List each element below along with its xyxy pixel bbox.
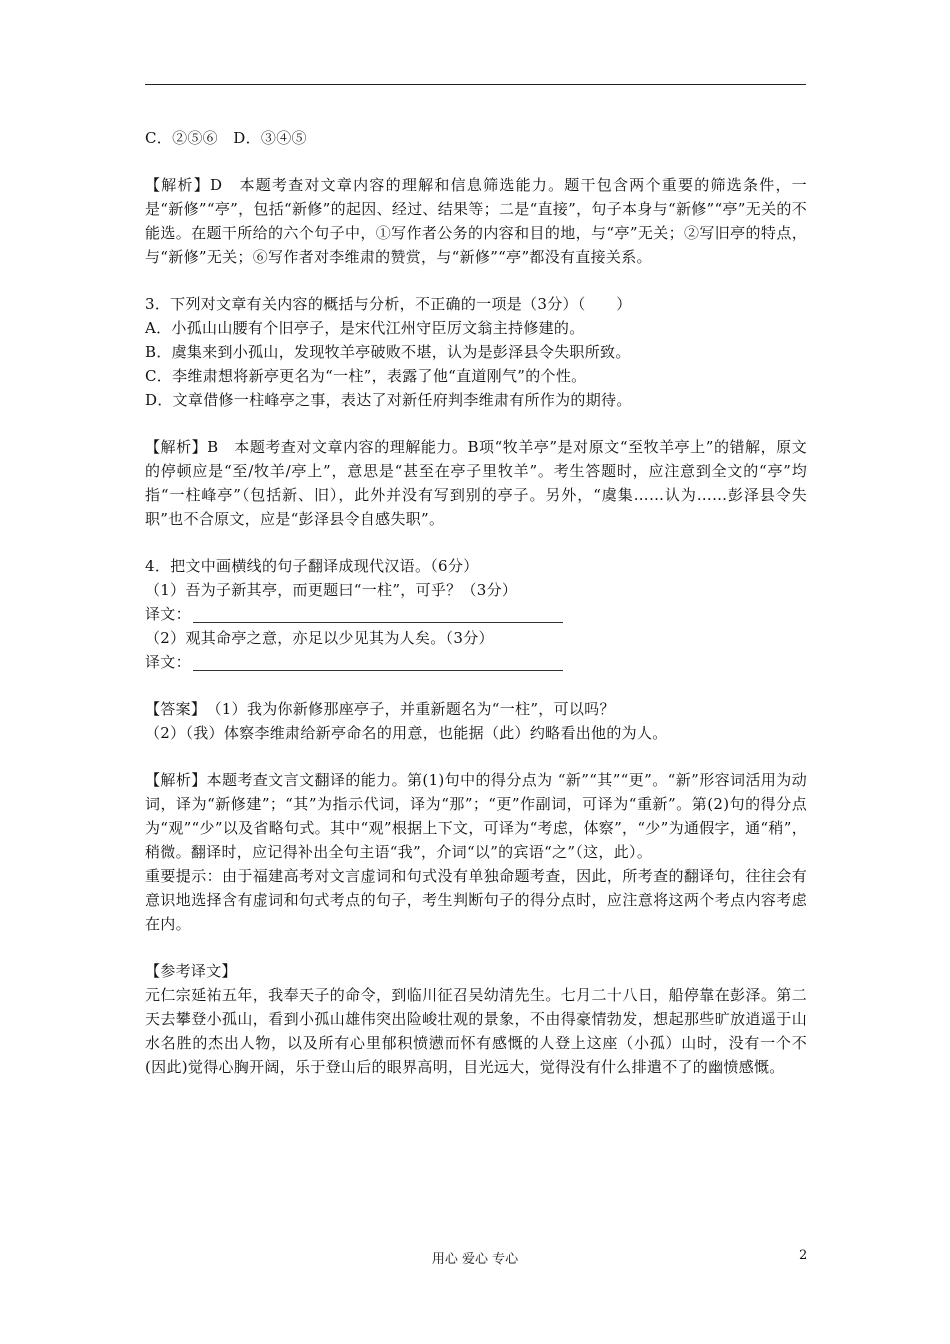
answer-blank-2[interactable] — [193, 654, 563, 671]
q3-stem: 3．下列对文章有关内容的概括与分析，不正确的一项是（3分）（ ） — [145, 295, 632, 313]
footer-slogan: 用心 爱心 专心 — [431, 1252, 519, 1267]
answer-blank-1[interactable] — [193, 606, 563, 623]
q4-sentence-1: （1）吾为子新其亭，而更题曰“一柱”，可乎？（3分） — [145, 581, 518, 599]
q4-sentence-2: （2）观其命亭之意，亦足以少见其为人矣。（3分） — [145, 629, 494, 647]
analysis-q2: 【解析】D 本题考查对文章内容的理解和信息筛选能力。题干包含两个重要的筛选条件，一是“新修”“亭”，包括“新修”的起因、经过、结果等；二是“直接”，句子本身与“新修”“亭”无关的不能选。在题干所给的六个句子中，①写作者公务的内容和目的地，与“亭”无关；②写旧亭的特点，与“新修”无关；⑥写作者对李维肃的赞赏，与“新修”“亭”都没有直接关系。 — [145, 176, 807, 266]
reference-text: 元仁宗延祐五年，我奉天子的命令，到临川征召吴幼清先生。七月二十八日，船停靠在彭泽。第二天去攀登小孤山，看到小孤山雄伟突出险峻壮观的景象，不由得豪情勃发，想起那些旷放逍遥于山水名胜的杰出人物，以及所有心里郁积愤懑而怀有感慨的人登上这座（小孤）山时，没有一个不(因此)觉得心胸开阔，乐于登山后的眼界高明，目光远大，觉得没有什么排遣不了的幽愤感慨。 — [145, 986, 807, 1076]
q4-translation-line-1 — [145, 602, 807, 626]
translation-label: 译文： — [145, 605, 191, 623]
q4-stem: 4．把文中画横线的句子翻译成现代汉语。（6分） — [145, 557, 479, 575]
q3-option-c: C．李维肃想将新亭更名为“一柱”，表露了他“直道刚气”的个性。 — [145, 367, 587, 385]
q2-options-tail: C．②⑤⑥ D．③④⑤ — [145, 129, 307, 147]
header-rule — [145, 84, 806, 85]
analysis-q3: 【解析】B 本题考查对文章内容的理解能力。B项“牧羊亭”是对原文“至牧羊亭上”的错解，原文的停顿应是“至/牧羊/亭上”，意思是“甚至在亭子里牧羊”。考生答题时，应注意到全文的“亭”均指“一柱峰亭”（包括新、旧），此外并没有写到别的亭子。另外，“虞集……认为……彭泽县令失职”也不合原文，应是“彭泽县令自感失职”。 — [145, 438, 807, 528]
answer-line-1: 【答案】 （1）我为你新修那座亭子，并重新题名为“一柱”，可以吗？ — [145, 700, 615, 718]
answer-line-2: （2）（我）体察李维肃给新亭命名的用意，也能据（此）约略看出他的为人。 — [145, 724, 668, 742]
q3-option-a: A．小孤山山腰有个旧亭子，是宋代江州守臣厉文翁主持修建的。 — [145, 319, 585, 337]
q4-translation-line-2 — [145, 650, 807, 674]
analysis-q4: 【解析】本题考查文言文翻译的能力。第(1)句中的得分点为 “新”“其”“更”。“新”形容词活用为动词，译为“新修建”；“其”为指示代词，译为“那”；“更”作副词，可译为“重新”。第(2)句的得分点为“观”“少”以及省略句式。其中“观”根据上下文，可译为“考虑，体察”，“少”为通假字，通“稍”，稍微。翻译时，应记得补出全句主语“我”，介词“以”的宾语“之”（这，此）。 — [145, 771, 807, 861]
q3-option-b: B．虞集来到小孤山，发现牧羊亭破败不堪，认为是彭泽县令失职所致。 — [145, 343, 631, 361]
page-number: 2 — [799, 1248, 808, 1263]
important-tip: 重要提示：由于福建高考对文言虚词和句式没有单独命题考查，因此，所考查的翻译句，往往会有意识地选择含有虚词和句式考点的句子，考生判断句子的得分点时，应注意将这两个考点内容考虑在内。 — [145, 867, 807, 933]
page-content — [145, 126, 807, 1079]
translation-label: 译文： — [145, 653, 191, 671]
reference-title: 【参考译文】 — [145, 962, 237, 980]
q3-option-d: D．文章借修一柱峰亭之事，表达了对新任府判李维肃有所作为的期待。 — [145, 391, 632, 409]
